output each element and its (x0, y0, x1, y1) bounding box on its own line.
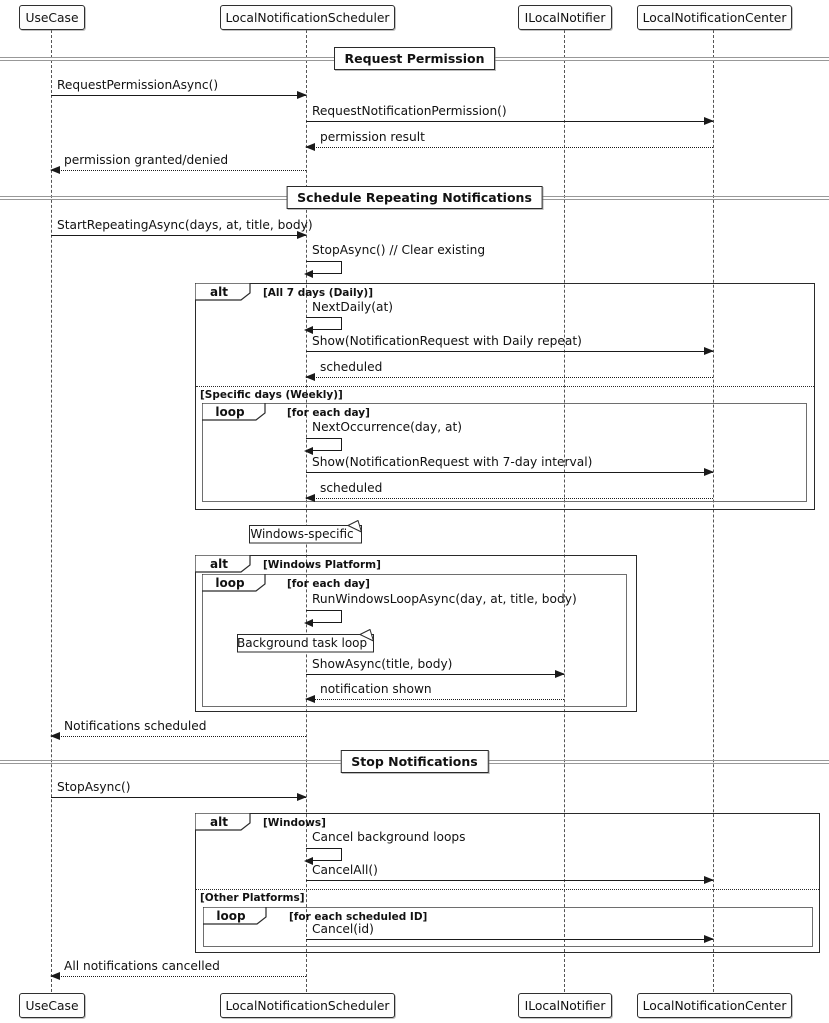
participant-scheduler-bottom: LocalNotificationScheduler (220, 993, 395, 1018)
loop-frame-scheduled-ids (203, 907, 813, 947)
message-label-next-daily: NextDaily(at) (312, 300, 393, 314)
message-arrow-notification-shown (306, 699, 564, 700)
arrowhead-icon (304, 270, 313, 278)
self-message-cancel-background-loops (306, 848, 342, 861)
participant-notifier-top: ILocalNotifier (518, 5, 612, 30)
self-message-next-daily (306, 317, 342, 330)
message-label-stop-async: StopAsync() (57, 780, 131, 794)
participant-center-bottom: LocalNotificationCenter (637, 993, 792, 1018)
frame-else-condition: [Other Platforms] (200, 892, 305, 904)
message-arrow-request-notification-permission (306, 121, 713, 122)
participant-scheduler-top: LocalNotificationScheduler (220, 5, 395, 30)
message-label-permission-granted-denied: permission granted/denied (64, 153, 229, 167)
note-text: Windows-specific (250, 527, 354, 541)
divider-label-request-permission: Request Permission (334, 47, 496, 70)
arrowhead-icon (304, 447, 313, 455)
arrowhead-icon (297, 793, 307, 801)
frame-condition: [for each day] (287, 578, 370, 590)
message-label-request-permission-async: RequestPermissionAsync() (57, 78, 219, 92)
frame-condition: [Windows] (263, 817, 326, 829)
self-message-run-windows-loop-async (306, 610, 342, 623)
message-label-next-occurrence: NextOccurrence(day, at) (312, 420, 462, 434)
note-text: Background task loop (237, 636, 368, 650)
frame-condition: [Windows Platform] (263, 559, 381, 571)
frame-else-divider (196, 889, 819, 890)
divider-label-stop-notifications: Stop Notifications (340, 750, 488, 773)
arrowhead-icon (304, 619, 313, 627)
message-label-start-repeating-async: StartRepeatingAsync(days, at, title, body) (57, 218, 313, 232)
message-arrow-show-7day-interval (306, 472, 713, 473)
message-arrow-permission-granted-denied (51, 170, 306, 171)
arrowhead-icon (305, 695, 315, 703)
arrowhead-icon (555, 670, 565, 678)
frame-keyword: loop (215, 576, 245, 590)
message-label-cancel-id: Cancel(id) (312, 922, 374, 936)
participant-notifier-bottom: ILocalNotifier (518, 993, 612, 1018)
message-arrow-start-repeating-async (51, 235, 306, 236)
arrowhead-icon (50, 166, 60, 174)
message-label-run-windows-loop-async: RunWindowsLoopAsync(day, at, title, body) (312, 592, 577, 606)
message-label-request-notification-permission: RequestNotificationPermission() (312, 104, 507, 118)
message-arrow-permission-result (306, 147, 713, 148)
frame-keyword: alt (210, 557, 228, 571)
message-label-show-daily-repeat: Show(NotificationRequest with Daily repeat) (312, 334, 582, 348)
self-message-next-occurrence (306, 438, 342, 451)
message-label-scheduled-daily: scheduled (320, 360, 383, 374)
arrowhead-icon (304, 326, 313, 334)
message-label-permission-result: permission result (320, 130, 425, 144)
message-arrow-cancel-id (306, 939, 713, 940)
message-arrow-cancel-all (306, 880, 713, 881)
message-label-notifications-scheduled: Notifications scheduled (64, 719, 207, 733)
participant-usecase-top: UseCase (19, 5, 85, 30)
frame-condition: [for each scheduled ID] (289, 911, 428, 923)
frame-else-divider (196, 386, 814, 387)
frame-keyword: loop (216, 909, 246, 923)
message-arrow-stop-async (51, 797, 306, 798)
arrowhead-icon (305, 373, 315, 381)
arrowhead-icon (704, 117, 714, 125)
message-label-stop-async-clear: StopAsync() // Clear existing (312, 243, 486, 257)
arrowhead-icon (50, 732, 60, 740)
loop-frame-each-day-weekly (202, 403, 807, 502)
frame-condition: [All 7 days (Daily)] (263, 287, 374, 299)
message-arrow-all-notifications-cancelled (51, 976, 306, 977)
message-arrow-scheduled-daily (306, 377, 713, 378)
lifeline-usecase (51, 30, 52, 992)
frame-keyword: alt (210, 815, 228, 829)
self-message-stop-async-clear (306, 261, 342, 274)
message-label-notification-shown: notification shown (320, 682, 432, 696)
message-label-show-async: ShowAsync(title, body) (312, 657, 453, 671)
message-label-all-notifications-cancelled: All notifications cancelled (64, 959, 220, 973)
participant-center-top: LocalNotificationCenter (637, 5, 792, 30)
participant-usecase-bottom: UseCase (19, 993, 85, 1018)
arrowhead-icon (704, 347, 714, 355)
message-arrow-notifications-scheduled (51, 736, 306, 737)
arrowhead-icon (704, 468, 714, 476)
arrowhead-icon (305, 494, 315, 502)
arrowhead-icon (704, 935, 714, 943)
frame-condition: [for each day] (287, 407, 370, 419)
arrowhead-icon (305, 143, 315, 151)
message-arrow-request-permission-async (51, 95, 306, 96)
message-label-cancel-all: CancelAll() (312, 863, 378, 877)
arrowhead-icon (297, 91, 307, 99)
message-arrow-show-daily-repeat (306, 351, 713, 352)
message-label-scheduled-weekly: scheduled (320, 481, 383, 495)
message-label-cancel-background-loops: Cancel background loops (312, 830, 466, 844)
note-background-task-loop (237, 629, 377, 653)
divider-label-schedule-repeating: Schedule Repeating Notifications (286, 186, 543, 209)
arrowhead-icon (704, 876, 714, 884)
message-arrow-scheduled-weekly (306, 498, 713, 499)
frame-keyword: loop (215, 405, 245, 419)
frame-else-condition: [Specific days (Weekly)] (200, 389, 343, 401)
message-arrow-show-async (306, 674, 564, 675)
message-label-show-7day-interval: Show(NotificationRequest with 7-day interval) (312, 455, 593, 469)
arrowhead-icon (50, 972, 60, 980)
arrowhead-icon (297, 231, 307, 239)
note-windows-specific (249, 520, 365, 544)
frame-keyword: alt (210, 285, 228, 299)
